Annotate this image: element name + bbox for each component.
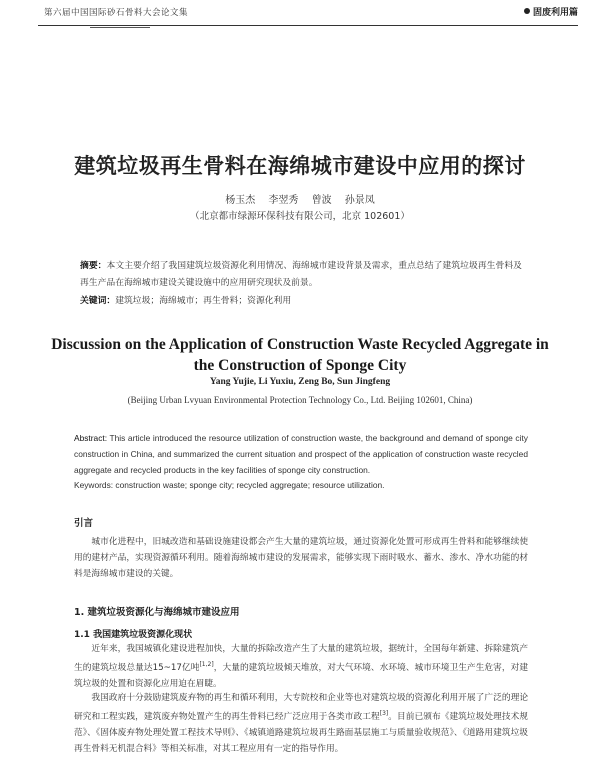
- keywords-english: Keywords: construction waste; sponge city; recycled aggregate; resource utilization.: [74, 480, 385, 490]
- abstract-text-zh: 本文主要介绍了我国建筑垃圾资源化利用情况、海绵城市建设背景及需求，重点总结了建筑垃圾再生骨料及再生产品在海绵城市建设关键设施中的应用研究现状及前景。: [80, 261, 522, 288]
- keywords-chinese: [80, 293, 522, 306]
- abstract-english: [74, 430, 528, 478]
- section-1-heading: 1. 建筑垃圾资源化与海绵城市建设应用: [74, 607, 240, 618]
- paragraph-2-part-b: ，大量的建筑垃圾倾天堆放，对大气环境、水环境、城市环境卫生产生危害，对建筑垃圾的处置和资源化应用迫在眉睫。: [74, 662, 528, 689]
- running-header-section: [524, 5, 578, 18]
- title-chinese: 建筑垃圾再生骨料在海绵城市建设中应用的探讨: [74, 154, 526, 178]
- abstract-text-en: This article introduced the resource utilization of construction waste, the background and demand of sponge city construction in China, and summarized the current situation and prospect of the application of construction waste recycled aggregate and recycled products in the key facilities of sponge city construction.: [74, 433, 528, 475]
- affiliation-chinese: （北京都市绿源环保科技有限公司，北京 102601）: [190, 211, 410, 222]
- abstract-label-zh: 摘要：: [80, 261, 107, 271]
- paragraph-3-part-a: 我国政府十分鼓励建筑废弃物的再生和循环利用，大专院校和企业等也对建筑垃圾的资源化利用开展了广泛的理论研究和工程实践，建筑废弃物处置产生的再生骨料已经广泛应用于各类市政工程: [74, 693, 528, 722]
- affiliation-english: (Beijing Urban Lvyuan Environmental Protection Technology Co., Ltd. Beijing 102601, China): [127, 395, 473, 405]
- paragraph-2-part-a: 近年来，我国城镇化建设进程加快，大量的拆除改造产生了大量的建筑垃圾，据统计，全国每年新建、拆除建筑产生的建筑垃圾总量达15~17亿吨: [74, 644, 528, 673]
- running-header-conference: 第六届中国国际砂石骨料大会论文集: [44, 8, 189, 18]
- keywords-text-zh: 建筑垃圾；海绵城市；再生骨料；资源化利用: [115, 296, 292, 306]
- abstract-chinese: [80, 258, 522, 292]
- intro-paragraph: 城市化进程中，旧城改造和基础设施建设都会产生大量的建筑垃圾，通过资源化处置可形成再生骨料和能够继续使用的建材产品，实现资源循环利用。随着海绵城市建设的发展需求，能够实现下雨时吸水、蓄水、渗水、净水功能的材料是海绵城市建设的关键。: [74, 537, 528, 579]
- title-english: Discussion on the Application of Construction Waste Recycled Aggregate in the Construction of Sponge City: [51, 336, 549, 374]
- citation-ref: [3]: [379, 710, 389, 717]
- bullet-icon: [524, 8, 530, 14]
- citation-ref: [1,2]: [199, 661, 214, 668]
- keywords-label-zh: 关键词：: [80, 296, 116, 306]
- section-label: 固废利用篇: [532, 8, 578, 18]
- paragraph-3-part-b: 。目前已颁布《建筑垃圾处理技术规范》、《固体废弃物处理处置工程技术导则》、《城镇道路建筑垃圾再生路面基层施工与质量验收规范》、《道路用建筑垃圾再生骨料无机混合料》等相关标准，对其工程应用有一定的指导作用。: [74, 711, 529, 754]
- section-1-1-heading: 1.1 我国建筑垃圾资源化现状: [74, 630, 193, 640]
- intro-heading: 引言: [74, 518, 94, 529]
- header-rule: [38, 25, 578, 26]
- abstract-label-en: Abstract:: [74, 433, 108, 443]
- header-rule-secondary: [90, 27, 150, 28]
- authors-chinese: 杨玉杰 李翌秀 曾波 孙景凤: [225, 195, 375, 206]
- authors-english: Yang Yujie, Li Yuxiu, Zeng Bo, Sun Jingfeng: [209, 377, 391, 387]
- paragraph-3: [74, 690, 528, 757]
- paragraph-2: [74, 641, 528, 692]
